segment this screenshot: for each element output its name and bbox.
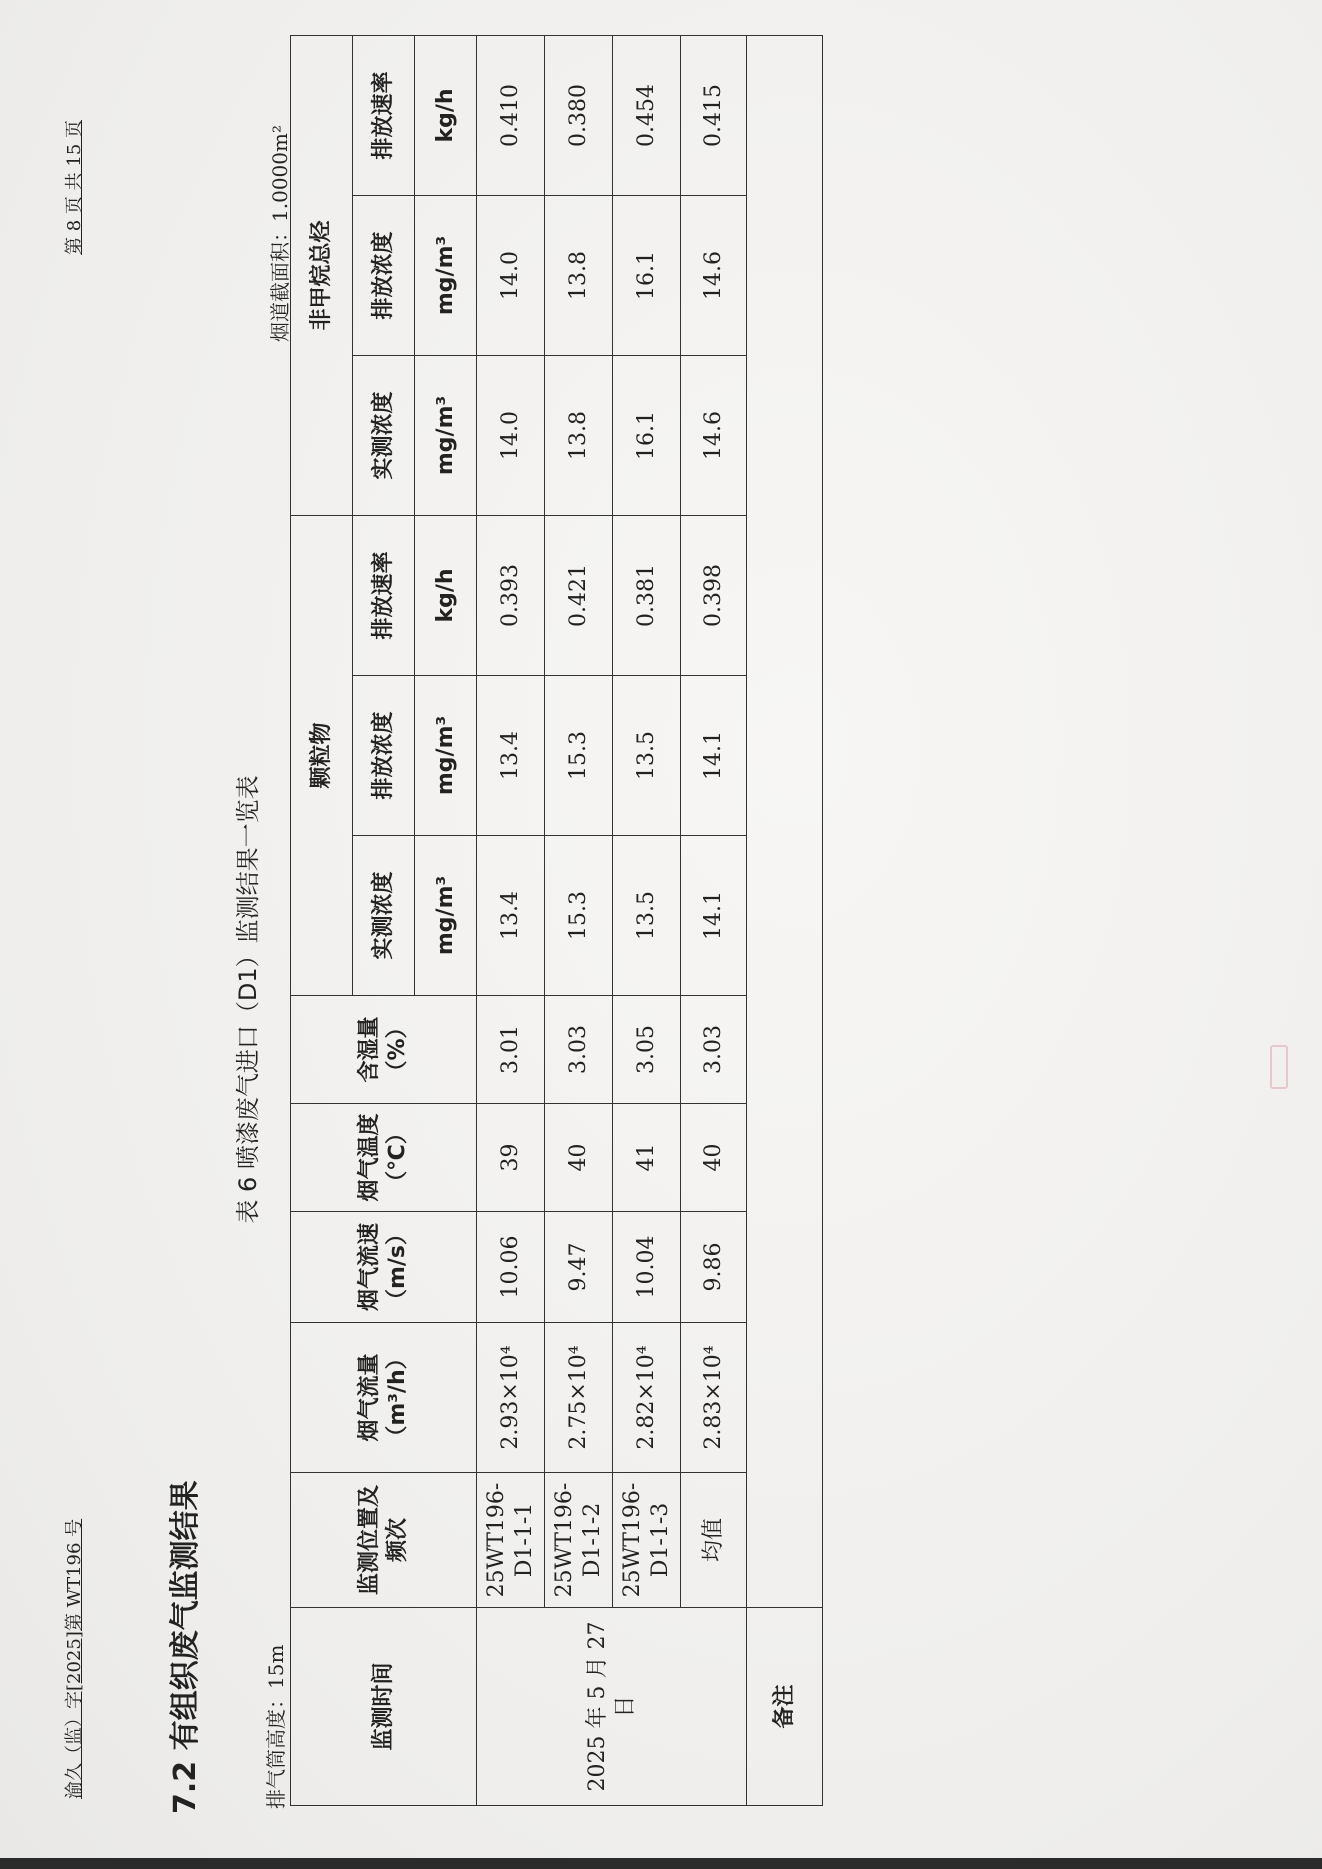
- monitoring-results-table: [290, 35, 823, 1806]
- col-location: [291, 1473, 477, 1608]
- row-nmhc-rate: 0.410: [477, 35, 545, 195]
- table-row: [477, 35, 545, 1805]
- row-nmhc-rate: 0.454: [613, 35, 681, 195]
- col-location-label: 监测位置及频次: [357, 1485, 410, 1596]
- nmhc-measured-header: 实测浓度: [353, 356, 415, 516]
- row-temp: 40: [545, 1104, 613, 1212]
- avg-pm-rate: 0.398: [681, 516, 747, 676]
- table-title: 表 6 喷漆废气进口（D1）监测结果一览表: [234, 775, 262, 1224]
- avg-nmhc-rate: 0.415: [681, 35, 747, 195]
- nmhc-emission-header: 排放浓度: [353, 196, 415, 356]
- stack-height: 排气筒高度：15m: [264, 1644, 288, 1809]
- row-location: 25WT196-D1-1-2: [545, 1473, 613, 1608]
- row-nmhc-emission: 14.0: [477, 196, 545, 356]
- avg-flow: 2.83×10⁴: [681, 1323, 747, 1473]
- row-pm-measured: 13.5: [613, 836, 681, 996]
- row-pm-measured: 13.4: [477, 836, 545, 996]
- row-nmhc-rate: 0.380: [545, 35, 613, 195]
- remarks-label: 备注: [747, 1608, 823, 1806]
- col-moisture: 含湿量（%）: [291, 996, 477, 1104]
- monitoring-date: 2025 年 5 月 27 日: [477, 1608, 747, 1806]
- row-flow: 2.82×10⁴: [613, 1323, 681, 1473]
- pm-emission-header: 排放浓度: [353, 676, 415, 836]
- row-moisture: 3.01: [477, 996, 545, 1104]
- pm-rate-header: 排放速率: [353, 516, 415, 676]
- col-velocity: 烟气流速（m/s）: [291, 1212, 477, 1323]
- row-nmhc-measured: 16.1: [613, 356, 681, 516]
- row-flow: 2.93×10⁴: [477, 1323, 545, 1473]
- remarks-value: [747, 35, 823, 1607]
- avg-nmhc-measured: 14.6: [681, 356, 747, 516]
- row-nmhc-emission: 13.8: [545, 196, 613, 356]
- average-row: [681, 35, 747, 1805]
- unit-conc: mg/m³: [415, 676, 477, 836]
- unit-conc: mg/m³: [415, 196, 477, 356]
- report-number: 渝久（监）字[2025]第 WT196 号: [64, 1518, 85, 1799]
- row-moisture: 3.03: [545, 996, 613, 1104]
- avg-temp: 40: [681, 1104, 747, 1212]
- unit-conc: mg/m³: [415, 356, 477, 516]
- avg-pm-measured: 14.1: [681, 836, 747, 996]
- row-pm-rate: 0.421: [545, 516, 613, 676]
- row-pm-measured: 15.3: [545, 836, 613, 996]
- row-temp: 39: [477, 1104, 545, 1212]
- table-row: [545, 35, 613, 1805]
- row-flow: 2.75×10⁴: [545, 1323, 613, 1473]
- row-velocity: 9.47: [545, 1212, 613, 1323]
- section-title: 7.2 有组织废气监测结果: [168, 1480, 203, 1814]
- col-flow: 烟气流量（m³/h）: [291, 1323, 477, 1473]
- row-moisture: 3.05: [613, 996, 681, 1104]
- flue-area: 烟道截面积：1.0000m²: [268, 125, 292, 342]
- row-nmhc-emission: 16.1: [613, 196, 681, 356]
- unit-rate: kg/h: [415, 516, 477, 676]
- avg-moisture: 3.03: [681, 996, 747, 1104]
- row-location: 25WT196-D1-1-1: [477, 1473, 545, 1608]
- row-velocity: 10.04: [613, 1212, 681, 1323]
- row-temp: 41: [613, 1104, 681, 1212]
- group-pm: 颗粒物: [291, 516, 353, 996]
- group-nmhc: 非甲烷总烃: [291, 35, 353, 515]
- pm-measured-header: 实测浓度: [353, 836, 415, 996]
- table-title-wrap: [228, 0, 263, 1869]
- row-nmhc-measured: 14.0: [477, 356, 545, 516]
- remarks-row: [747, 35, 823, 1805]
- row-location: 25WT196-D1-1-3: [613, 1473, 681, 1608]
- unit-conc: mg/m³: [415, 836, 477, 996]
- avg-pm-emission: 14.1: [681, 676, 747, 836]
- avg-velocity: 9.86: [681, 1212, 747, 1323]
- row-pm-rate: 0.393: [477, 516, 545, 676]
- nmhc-rate-header: 排放速率: [353, 35, 415, 195]
- row-pm-emission: 13.5: [613, 676, 681, 836]
- row-pm-emission: 13.4: [477, 676, 545, 836]
- header-row-1: [291, 35, 353, 1805]
- row-velocity: 10.06: [477, 1212, 545, 1323]
- unit-rate: kg/h: [415, 35, 477, 195]
- table-row: [613, 35, 681, 1805]
- col-time: 监测时间: [291, 1608, 477, 1806]
- average-label: 均值: [681, 1473, 747, 1608]
- avg-nmhc-emission: 14.6: [681, 196, 747, 356]
- page-number: 第 8 页 共 15 页: [64, 120, 85, 255]
- faint-stamp-mark: [1270, 1045, 1288, 1089]
- row-pm-emission: 15.3: [545, 676, 613, 836]
- col-temperature: 烟气温度（℃）: [291, 1104, 477, 1212]
- row-pm-rate: 0.381: [613, 516, 681, 676]
- row-nmhc-measured: 13.8: [545, 356, 613, 516]
